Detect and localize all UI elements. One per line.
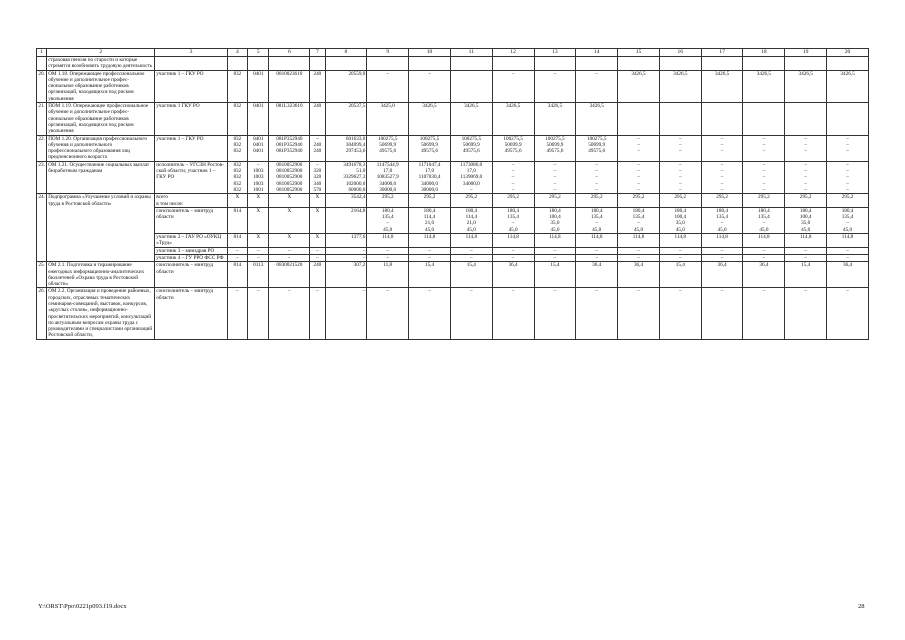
event-name: ОМ 1.21. Осуществление социальных выплат безработным гражданам <box>47 161 155 193</box>
year-amount: – – – – – <box>701 161 743 193</box>
col-header: 6 <box>269 49 310 57</box>
year-amount: 180,4 135,4 – 45,0 <box>576 207 618 233</box>
rzpr-code: – 1003 1003 1003 1001 <box>248 161 269 193</box>
responsible: участник 2 – ГАУ РО «ОУКЦ «Труд» <box>155 234 227 248</box>
year-amount: – <box>450 247 492 254</box>
col-header: 8 <box>325 49 367 57</box>
year-amount: 295,2 <box>743 194 785 208</box>
vr-code: – 320 320 340 570 <box>310 161 325 193</box>
year-amount: – <box>576 288 618 339</box>
table-row <box>37 135 869 161</box>
table-row <box>37 254 869 261</box>
year-amount: 3426,5 <box>827 70 869 102</box>
total-amount: 2164,8 <box>325 207 367 233</box>
year-amount: – <box>367 247 409 254</box>
csr-code: – <box>269 288 310 339</box>
table-row <box>37 57 869 71</box>
file-path: Y:\ORST\Ppo\0221p093.f19.docx <box>38 603 127 610</box>
year-amount: – <box>618 254 660 261</box>
year-amount: 3426,5 <box>659 70 701 102</box>
total-amount: 307,2 <box>325 262 367 288</box>
year-amount: 114,8 <box>618 234 660 248</box>
year-amount: 180,4 135,4 – 45,0 <box>367 207 409 233</box>
year-amount: 36,4 <box>827 262 869 288</box>
year-amount: – <box>450 254 492 261</box>
year-amount: – – – – – <box>576 161 618 193</box>
year-amount: – <box>409 247 451 254</box>
year-amount: 295,2 <box>534 194 576 208</box>
year-amount <box>743 103 785 135</box>
responsible: соисполнитель – минтруд области <box>155 262 227 288</box>
grbs-code: 832 832 832 832 832 <box>227 161 247 193</box>
year-amount: – <box>367 254 409 261</box>
year-amount: 180,4 135,4 – 45,0 <box>492 207 534 233</box>
rzpr-code <box>248 57 269 71</box>
responsible: соисполнитель – минтруд области <box>155 207 227 233</box>
year-amount <box>450 70 492 102</box>
year-amount: 114,8 <box>785 234 827 248</box>
year-amount: 3426,5 <box>785 70 827 102</box>
year-amount: – – – – – <box>659 161 701 193</box>
year-amount: – <box>701 254 743 261</box>
year-amount: – <box>827 288 869 339</box>
col-header: 17 <box>701 49 743 57</box>
year-amount: 3426,5 <box>534 103 576 135</box>
row-number: 26. <box>37 288 47 339</box>
grbs-code: 832 <box>227 70 247 102</box>
rzpr-code: – <box>248 254 269 261</box>
table-row <box>37 103 869 135</box>
vr-code: – <box>310 288 325 339</box>
total-amount: – <box>325 254 367 261</box>
year-amount: 3425,0 <box>367 103 409 135</box>
rzpr-code: 0401 <box>248 70 269 102</box>
year-amount: 114,8 <box>534 234 576 248</box>
table-row <box>37 262 869 288</box>
year-amount: – <box>827 254 869 261</box>
csr-code: X <box>269 234 310 248</box>
col-header: 14 <box>576 49 618 57</box>
year-amount: 114,8 <box>743 234 785 248</box>
page-number: 28 <box>858 603 865 610</box>
year-amount: – <box>534 288 576 339</box>
csr-code: X <box>269 207 310 233</box>
col-header: 11 <box>450 49 492 57</box>
year-amount: 180,4 100,4 35,0 45,0 <box>659 207 701 233</box>
vr-code: – <box>310 247 325 254</box>
responsible: участник 1 ГКУ РО <box>155 103 227 135</box>
year-amount: 295,2 <box>409 194 451 208</box>
year-amount: – <box>492 247 534 254</box>
grbs-code: 832 832 832 <box>227 135 247 161</box>
grbs-code: 814 <box>227 262 247 288</box>
total-amount: 20537,5 <box>325 103 367 135</box>
year-amount: – <box>743 254 785 261</box>
year-amount: 3426,5 <box>618 70 660 102</box>
year-amount: 100275,5 50699,9 49575,6 <box>409 135 451 161</box>
year-amount: – <box>534 70 576 102</box>
col-header: 13 <box>534 49 576 57</box>
year-amount <box>492 57 534 71</box>
year-amount: 3426,5 <box>576 103 618 135</box>
year-amount: 15,4 <box>659 262 701 288</box>
year-amount: – <box>534 254 576 261</box>
year-amount: 295,2 <box>576 194 618 208</box>
col-header: 19 <box>785 49 827 57</box>
csr-code: – <box>269 247 310 254</box>
year-amount: 11,8 <box>367 262 409 288</box>
year-amount: – – – <box>827 135 869 161</box>
year-amount: 100275,5 50699,9 49575,6 <box>576 135 618 161</box>
row-number: 20. <box>37 70 47 102</box>
year-amount: 15,4 <box>534 262 576 288</box>
year-amount: 36,4 <box>576 262 618 288</box>
year-amount: – <box>785 254 827 261</box>
col-header: 1 <box>37 49 47 57</box>
year-amount: – <box>785 288 827 339</box>
year-amount: 295,2 <box>367 194 409 208</box>
year-amount: 36,4 <box>618 262 660 288</box>
year-amount: 3426,5 <box>701 70 743 102</box>
year-amount: – <box>576 254 618 261</box>
responsible: участник 1 – ГКУ РО <box>155 135 227 161</box>
year-amount: 180,4 135,4 – 45,0 <box>743 207 785 233</box>
year-amount <box>785 103 827 135</box>
year-amount: – <box>367 70 409 102</box>
year-amount: – <box>492 70 534 102</box>
grbs-code: X <box>227 194 247 208</box>
year-amount: 100275,5 50699,9 49575,6 <box>367 135 409 161</box>
table-row <box>37 161 869 193</box>
rzpr-code: – <box>248 247 269 254</box>
year-amount: 1147544,9 17,0 1083527,9 34000,0 30000,0 <box>367 161 409 193</box>
year-amount: 114,8 <box>492 234 534 248</box>
year-amount: 114,8 <box>409 234 451 248</box>
year-amount: – <box>409 70 451 102</box>
year-amount: 295,2 <box>785 194 827 208</box>
total-amount <box>325 57 367 71</box>
table-row <box>37 70 869 102</box>
csr-code: X <box>269 194 310 208</box>
year-amount: – <box>785 247 827 254</box>
row-number: 23. <box>37 161 47 193</box>
year-amount: – – – <box>618 135 660 161</box>
year-amount: – <box>492 254 534 261</box>
rzpr-code: 0113 <box>248 262 269 288</box>
year-amount <box>701 57 743 71</box>
year-amount: – <box>576 247 618 254</box>
year-amount: – – – – – <box>492 161 534 193</box>
year-amount: – – – – – <box>534 161 576 193</box>
col-header: 2 <box>47 49 155 57</box>
vr-code <box>310 57 325 71</box>
year-amount: 100275,5 50699,9 49575,6 <box>450 135 492 161</box>
year-amount: 295,2 <box>450 194 492 208</box>
table-body <box>37 57 869 340</box>
year-amount: – <box>450 288 492 339</box>
col-header: 5 <box>248 49 269 57</box>
responsible: участник 3 – минздрав РО <box>155 247 227 254</box>
responsible: участник 1 – ГКУ РО <box>155 70 227 102</box>
grbs-code: – <box>227 254 247 261</box>
year-amount: – <box>618 247 660 254</box>
year-amount: 3426,5 <box>450 103 492 135</box>
year-amount: – <box>409 288 451 339</box>
responsible: соисполнитель – минтруд области <box>155 288 227 339</box>
rzpr-code: – <box>248 288 269 339</box>
year-amount: 1173086,0 17,0 1139069,0 34000,0 – <box>450 161 492 193</box>
csr-code: 081P352940 081P352940 081P352940 <box>269 135 310 161</box>
table-row <box>37 194 869 208</box>
col-header: 16 <box>659 49 701 57</box>
csr-code: 0810052900 0810052900 0810052900 0810052900 0810052900 <box>269 161 310 193</box>
responsible: исполнитель – УГСЗН Ростов-ской области; участник 1 – ГКУ РО <box>155 161 227 193</box>
year-amount <box>701 103 743 135</box>
year-amount: – – – <box>701 135 743 161</box>
year-amount: – – – – – <box>618 161 660 193</box>
row-number: 25. <box>37 262 47 288</box>
rzpr-code: X <box>248 194 269 208</box>
year-amount: 36,4 <box>743 262 785 288</box>
event-name: страховая пенсия по старости и которые стремятся возобновить трудовую деятельность <box>47 57 155 71</box>
table-row <box>37 234 869 248</box>
table-row <box>37 288 869 339</box>
vr-code: X <box>310 234 325 248</box>
event-name: ПОМ 1.19. Опережающее профессиональное обучение и дополнительное профес-сиональное образование работников организаций, находящихся под риском увольнения <box>47 103 155 135</box>
col-header: 9 <box>367 49 409 57</box>
year-amount: – <box>659 288 701 339</box>
year-amount: 36,4 <box>701 262 743 288</box>
year-amount: 295,2 <box>827 194 869 208</box>
grbs-code: 832 <box>227 103 247 135</box>
year-amount: 180,4 135,4 – 45,0 <box>827 207 869 233</box>
grbs-code: 814 <box>227 207 247 233</box>
year-amount: 180,4 135,4 – 45,0 <box>618 207 660 233</box>
event-name: ПОМ 1.20. Организация профессионального обучения и дополнительного профессионального образования лиц предпенсионного возраста <box>47 135 155 161</box>
grbs-code: 814 <box>227 234 247 248</box>
year-amount: – <box>576 70 618 102</box>
vr-code: – 240 240 <box>310 135 325 161</box>
year-amount: – – – – – <box>785 161 827 193</box>
col-header: 15 <box>618 49 660 57</box>
year-amount <box>450 57 492 71</box>
row-number: 22. <box>37 135 47 161</box>
year-amount: 180,4 100,4 35,0 45,0 <box>534 207 576 233</box>
event-name: Подпрограмма «Улучшение условий и охраны труда в Ростовской области» <box>47 194 155 262</box>
year-amount <box>367 57 409 71</box>
year-amount: 3426,5 <box>409 103 451 135</box>
year-amount: 114,8 <box>367 234 409 248</box>
year-amount: – <box>492 288 534 339</box>
csr-code: 081L323610 <box>269 103 310 135</box>
col-header: 4 <box>227 49 247 57</box>
year-amount: 15,4 <box>785 262 827 288</box>
csr-code: 0830021520 <box>269 262 310 288</box>
vr-code: X <box>310 207 325 233</box>
col-header: 3 <box>155 49 227 57</box>
year-amount: – – – – – <box>743 161 785 193</box>
vr-code: 240 <box>310 262 325 288</box>
rzpr-code: X <box>248 234 269 248</box>
year-amount: 114,8 <box>701 234 743 248</box>
year-amount <box>659 57 701 71</box>
year-amount <box>618 57 660 71</box>
vr-code: – <box>310 254 325 261</box>
total-amount: 3491678,3 51,0 3329627,3 102000,0 60000,0 <box>325 161 367 193</box>
year-amount: – – – – – <box>827 161 869 193</box>
year-amount: – <box>367 288 409 339</box>
year-amount: 100275,5 50699,9 49575,6 <box>534 135 576 161</box>
year-amount: 3426,5 <box>743 70 785 102</box>
row-number: 21. <box>37 103 47 135</box>
event-name: ОМ 1.18. Опережающее профессиональное обучение и дополнительное профес-сиональное образование работников организаций, находящихся под риском увольнения <box>47 70 155 102</box>
year-amount <box>409 57 451 71</box>
event-name: ОМ 2.1. Подготовка и тиражирование ежегодных информационно-аналитических бюллетеней «Охрана труда в Ростовской области» <box>47 262 155 288</box>
total-amount: – <box>325 247 367 254</box>
row-number <box>37 57 47 71</box>
grbs-code: – <box>227 247 247 254</box>
event-name: ОМ 2.2. Организация и проведение районных, городских, отраслевых тематических семинаров-совещаний, выставок, конкурсов, «круглых столов», информационно-просветительских мероприятий, консультаций по актуальным вопросам охраны труда с руководителями и специалистами организаций Ростовской области, <box>47 288 155 339</box>
responsible: участник 4 – ГУ РРО ФСС РФ <box>155 254 227 261</box>
year-amount: – <box>409 254 451 261</box>
csr-code: 0810023610 <box>269 70 310 102</box>
year-amount <box>785 57 827 71</box>
year-amount: – <box>701 288 743 339</box>
year-amount: 15,4 <box>409 262 451 288</box>
year-amount: 180,4 100,4 35,0 45,0 <box>785 207 827 233</box>
year-amount: 180,4 135,4 – 45,0 <box>701 207 743 233</box>
responsible <box>155 57 227 71</box>
year-amount <box>618 103 660 135</box>
col-header: 7 <box>310 49 325 57</box>
col-header: 10 <box>409 49 451 57</box>
year-amount <box>827 103 869 135</box>
year-amount <box>827 57 869 71</box>
year-amount: – <box>743 247 785 254</box>
vr-code: 240 <box>310 103 325 135</box>
responsible: всего в том числе: <box>155 194 227 208</box>
csr-code: – <box>269 254 310 261</box>
year-amount: 114,8 <box>576 234 618 248</box>
rzpr-code: 0401 0401 0401 <box>248 135 269 161</box>
vr-code: X <box>310 194 325 208</box>
year-amount: 3426,5 <box>492 103 534 135</box>
budget-table <box>36 48 869 340</box>
col-header: 12 <box>492 49 534 57</box>
year-amount <box>576 57 618 71</box>
year-amount: – – – <box>785 135 827 161</box>
year-amount: – <box>659 247 701 254</box>
row-number: 24. <box>37 194 47 262</box>
year-amount: 295,2 <box>659 194 701 208</box>
year-amount: – – – <box>743 135 785 161</box>
year-amount: – <box>618 288 660 339</box>
year-amount: – <box>827 247 869 254</box>
year-amount: – <box>701 247 743 254</box>
table-row <box>37 207 869 233</box>
year-amount: 1171047,4 17,0 1107030,4 34000,0 30000,0 <box>409 161 451 193</box>
table-row <box>37 247 869 254</box>
year-amount: 15,4 <box>450 262 492 288</box>
year-amount <box>534 57 576 71</box>
year-amount: 295,2 <box>492 194 534 208</box>
grbs-code: – <box>227 288 247 339</box>
year-amount: 180,4 114,4 21,0 45,0 <box>409 207 451 233</box>
year-amount: 114,8 <box>827 234 869 248</box>
vr-code: 240 <box>310 70 325 102</box>
total-amount: 601633,0 304099,4 297453,6 <box>325 135 367 161</box>
year-amount: – <box>534 247 576 254</box>
total-amount: 1377,6 <box>325 234 367 248</box>
rzpr-code: X <box>248 207 269 233</box>
total-amount: 3542,4 <box>325 194 367 208</box>
year-amount <box>743 57 785 71</box>
year-amount: 114,8 <box>659 234 701 248</box>
year-amount: 295,2 <box>618 194 660 208</box>
total-amount: – <box>325 288 367 339</box>
total-amount: 20559,0 <box>325 70 367 102</box>
year-amount: – <box>743 288 785 339</box>
year-amount <box>659 103 701 135</box>
header-row <box>37 49 869 57</box>
grbs-code <box>227 57 247 71</box>
year-amount: 100275,5 50699,9 49575,6 <box>492 135 534 161</box>
col-header: 18 <box>743 49 785 57</box>
year-amount: – – – <box>659 135 701 161</box>
col-header: 20 <box>827 49 869 57</box>
year-amount: 180,4 114,4 21,0 45,0 <box>450 207 492 233</box>
year-amount: 295,2 <box>701 194 743 208</box>
rzpr-code: 0401 <box>248 103 269 135</box>
year-amount: – <box>659 254 701 261</box>
csr-code <box>269 57 310 71</box>
year-amount: 36,4 <box>492 262 534 288</box>
year-amount: 114,8 <box>450 234 492 248</box>
